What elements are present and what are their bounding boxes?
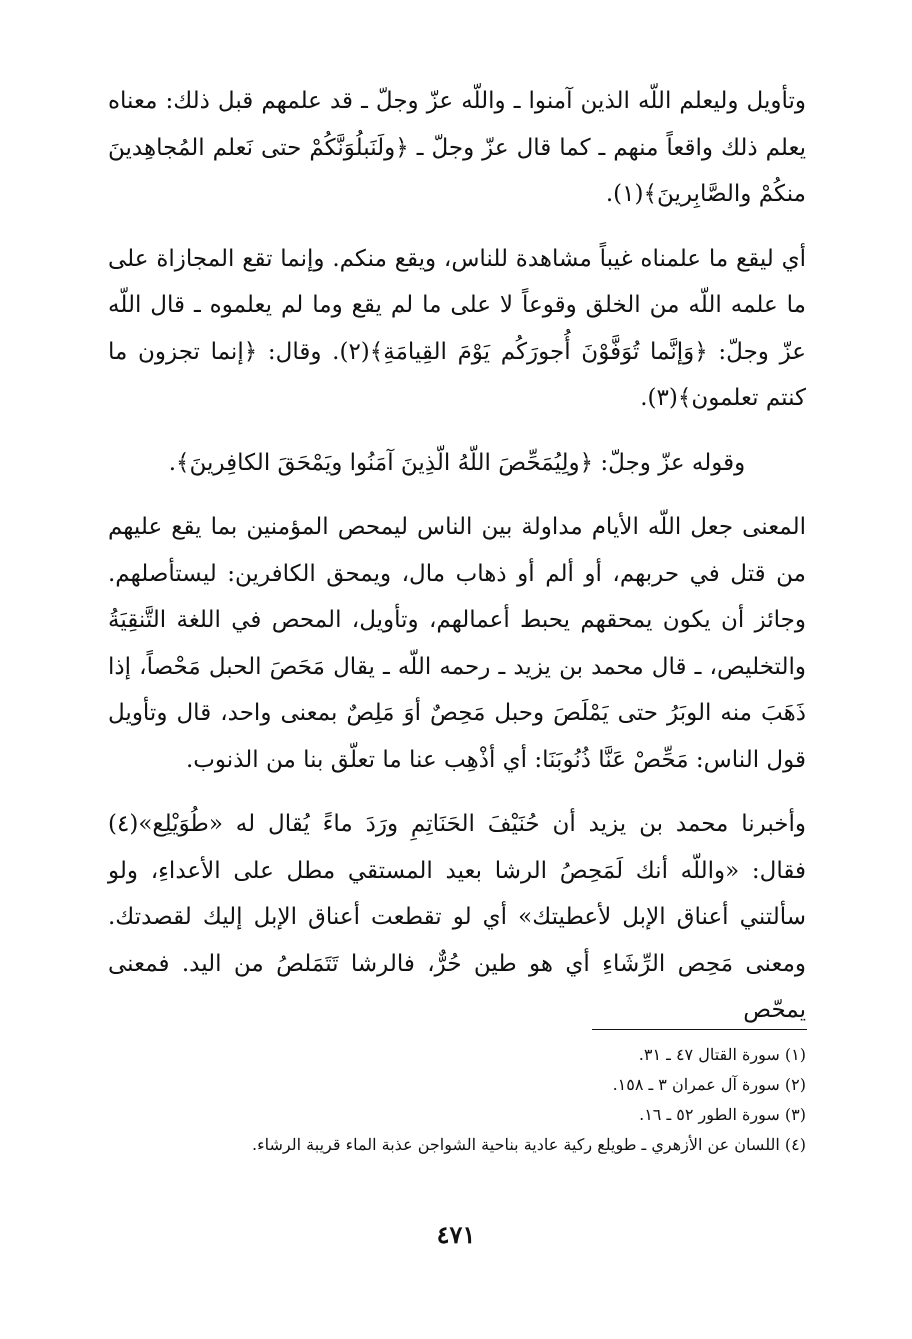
footnotes (108, 1040, 806, 1160)
paragraph-3: وقوله عزّ وجلّ: ﴿ولِيُمَحِّصَ اللّهُ الّذِينَ آمَنُوا ويَمْحَقَ الكافِرينَ﴾. (168, 449, 746, 476)
paragraph-2: أي ليقع ما علمناه غيباً مشاهدة للناس، ويقع منكم. وإنما تقع المجازاة على ما علمه اللّه من الخلق وقوعاً لا على ما لم يقع وما لم يعلموه ـ قال اللّه عزّ وجلّ: ﴿وَإنَّما تُوَفَّوْنَ أُجورَكُم يَوْمَ القِيامَةِ﴾(٢). وقال: ﴿إنما تجزون ما كنتم تعلمون﴾(٣). (108, 245, 806, 411)
footnote-3: (٣) سورة الطور ٥٢ ـ ١٦. (639, 1105, 806, 1124)
footnote-4: (٤) اللسان عن الأزهري ـ طويلع ركية عادية بناحية الشواجن عذبة الماء قريبة الرشاء. (252, 1135, 806, 1154)
main-text (108, 78, 806, 1052)
page-number: ٤٧١ (436, 1220, 476, 1249)
paragraph-4: المعنى جعل اللّه الأيام مداولة بين الناس ليمحص المؤمنين بما يقع عليهم من قتل في حربهم، أو ألم أو ذهاب مال، ويمحق الكافرين: ليستأصلهم. وجائز أن يكون يمحقهم يحبط أعمالهم، وتأويل، المحص في اللغة التَّنقِيَةُ والتخليص، ـ قال محمد بن يزيد ـ رحمه اللّه ـ يقال مَحَصَ الحبل مَحْصاً، إذا ذَهَبَ منه الوبَرُ حتى يَمْلَصَ وحبل مَحِصٌ أوَ مَلِصٌ بمعنى واحد، قال وتأويل قول الناس: مَحِّصْ عَنَّا ذُنُوبَنَا: أي أذْهِب عنا ما تعلّق بنا من الذنوب. (108, 514, 806, 773)
footnote-2: (٢) سورة آل عمران ٣ ـ ١٥٨. (612, 1075, 806, 1094)
footnote-1: (١) سورة القتال ٤٧ ـ ٣١. (638, 1045, 806, 1064)
footnote-divider (592, 1029, 807, 1030)
paragraph-1: وتأويل وليعلم اللّه الذين آمنوا ـ واللّه عزّ وجلّ ـ قد علمهم قبل ذلك: معناه يعلم ذلك واقعاً منهم ـ كما قال عزّ وجلّ ـ ﴿ولَنَبلُوَنَّكُمْ حتى نَعلم المُجاهِدينَ منكُمْ والصَّابِرينَ﴾(١). (108, 88, 806, 207)
paragraph-5: وأخبرنا محمد بن يزيد أن حُنَيْفَ الحَنَاتِمِ ورَدَ ماءً يُقال له «طُوَيْلِع»(٤) فقال: «واللّه أنك لَمَحِصُ الرشا بعيد المستقي مطل على الأعداءِ، ولو سألتني أعناق الإبل لأعطيتك» أي لو تقطعت أعناق الإبل إليك لقصدتك. ومعنى مَحِص الرِّشَاءِ أي هو طين حُرٌّ، فالرشا تَتَمَلصُ من اليد. فمعنى يمحّص (108, 811, 806, 1023)
